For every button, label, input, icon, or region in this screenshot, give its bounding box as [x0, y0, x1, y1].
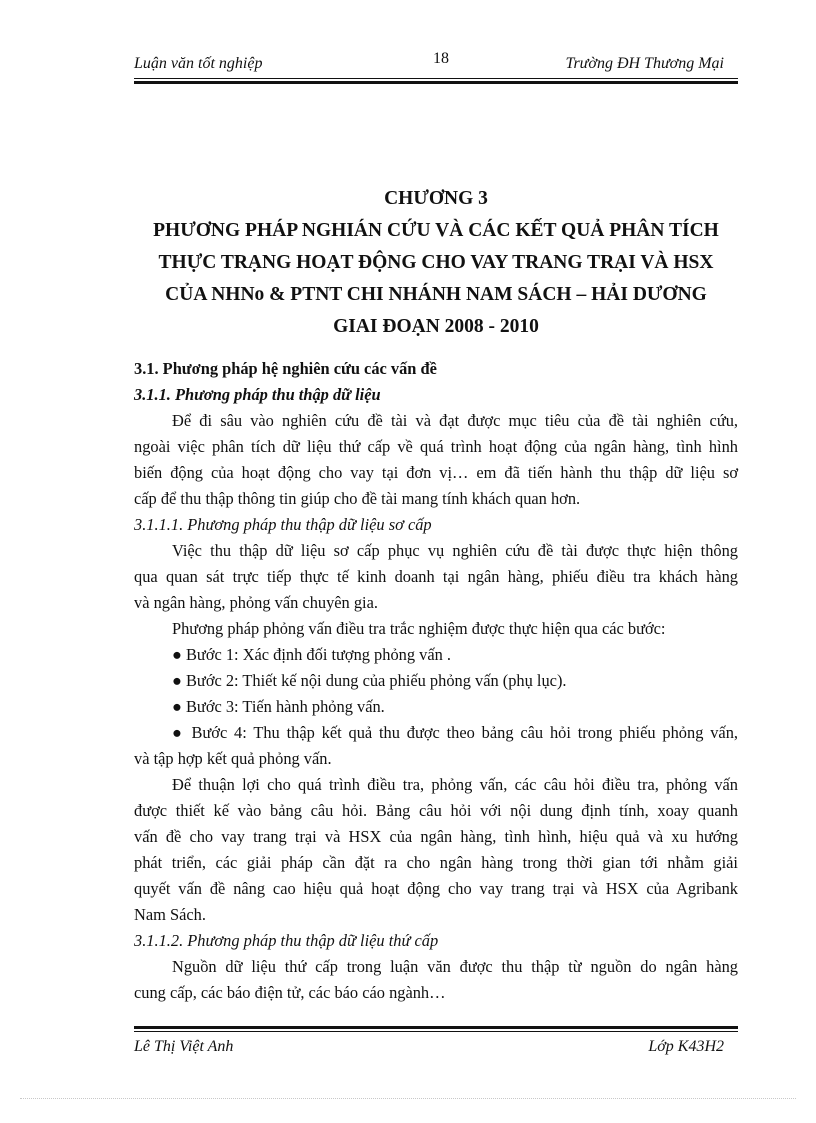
paragraph-line: Việc thu thập dữ liệu sơ cấp phục vụ nghiên cứu đề tài được thực hiện thông [172, 541, 738, 560]
paragraph-line: Nguồn dữ liệu thứ cấp trong luận văn được thu thập từ nguồn do ngân hàng [172, 957, 738, 976]
chapter-title-line: PHƯƠNG PHÁP NGHIÁN CỨU VÀ CÁC KẾT QUẢ PHÂN TÍCH [153, 220, 719, 241]
page-number: 18 [433, 50, 449, 67]
paragraph-line: Nam Sách. [134, 905, 206, 924]
paragraph-line: Phương pháp phỏng vấn điều tra trắc nghiệm được thực hiện qua các bước: [172, 619, 666, 638]
header-rule-thick [134, 81, 738, 84]
paragraph-line: cung cấp, các báo điện tử, các báo cáo ngành… [134, 983, 446, 1002]
paragraph-line: được thiết kế vào bảng câu hỏi. Bảng câu hỏi với nội dung định tính, xoay quanh [134, 801, 738, 820]
paragraph-line: và ngân hàng, phỏng vấn chuyên gia. [134, 593, 378, 612]
paragraph-line: quyết vấn đề nâng cao hiệu quả hoạt động cho vay trang trại và HSX của Agribank [134, 879, 738, 898]
chapter-heading [134, 183, 738, 343]
page-edge-dots [20, 1098, 796, 1099]
bullet-item: ● Bước 4: Thu thập kết quả thu được theo bảng câu hỏi trong phiếu phỏng vấn, [172, 723, 738, 742]
chapter-title-line: CỦA NHNo & PTNT CHI NHÁNH NAM SÁCH – HẢI DƯƠNG [165, 284, 707, 305]
bullet-item: ● Bước 3: Tiến hành phỏng vấn. [172, 697, 385, 716]
subsection-heading: 3.1.1. Phương pháp thu thập dữ liệu [134, 385, 381, 404]
chapter-title-line: GIAI ĐOẠN 2008 - 2010 [333, 316, 539, 337]
paragraph-line: phát triển, các giải pháp cần đặt ra cho ngân hàng trong thời gian tới nhằm giải [134, 853, 738, 872]
footer-rule-thin [134, 1031, 738, 1032]
footer-author: Lê Thị Việt Anh [134, 1038, 234, 1055]
header-rule-thin [134, 78, 738, 79]
paragraph-line: Để đi sâu vào nghiên cứu đề tài và đạt được mục tiêu của đề tài nghiên cứu, [172, 411, 738, 430]
subsubsection-heading: 3.1.1.2. Phương pháp thu thập dữ liệu thứ cấp [134, 931, 439, 950]
paragraph-line: Để thuận lợi cho quá trình điều tra, phỏng vấn, các câu hỏi điều tra, phỏng vấn [172, 775, 738, 794]
paragraph-line: qua quan sát trực tiếp thực tế kinh doanh tại ngân hàng, phiếu điều tra khách hàng [134, 567, 738, 586]
chapter-title-line: THỰC TRẠNG HOẠT ĐỘNG CHO VAY TRANG TRẠI VÀ HSX [158, 252, 714, 273]
paragraph-line: biến động của hoạt động cho vay tại đơn vị… em đã tiến hành thu thập dữ liệu sơ [134, 463, 738, 482]
paragraph-line: vấn đề cho vay trang trại và HSX của ngân hàng, tình hình, hiệu quả và xu hướng [134, 827, 738, 846]
header-thesis-label: Luận văn tốt nghiệp [134, 55, 263, 72]
footer-rule-thick [134, 1026, 738, 1029]
bullet-item: ● Bước 2: Thiết kế nội dung của phiếu phỏng vấn (phụ lục). [172, 671, 567, 690]
section-heading: 3.1. Phương pháp hệ nghiên cứu các vấn đề [134, 359, 437, 378]
paragraph-line: ngoài việc phân tích dữ liệu thứ cấp về quá trình hoạt động của ngân hàng, tình hình [134, 437, 738, 456]
document-body [134, 356, 738, 1006]
subsubsection-heading: 3.1.1.1. Phương pháp thu thập dữ liệu sơ cấp [134, 515, 432, 534]
header-university: Trường ĐH Thương Mại [565, 55, 724, 72]
paragraph-line: và tập hợp kết quả phỏng vấn. [134, 749, 332, 768]
footer-class: Lớp K43H2 [648, 1038, 724, 1055]
bullet-item: ● Bước 1: Xác định đối tượng phỏng vấn . [172, 645, 451, 664]
paragraph-line: cấp để thu thập thông tin giúp cho đề tài mang tính khách quan hơn. [134, 489, 581, 508]
chapter-number: CHƯƠNG 3 [384, 188, 488, 209]
